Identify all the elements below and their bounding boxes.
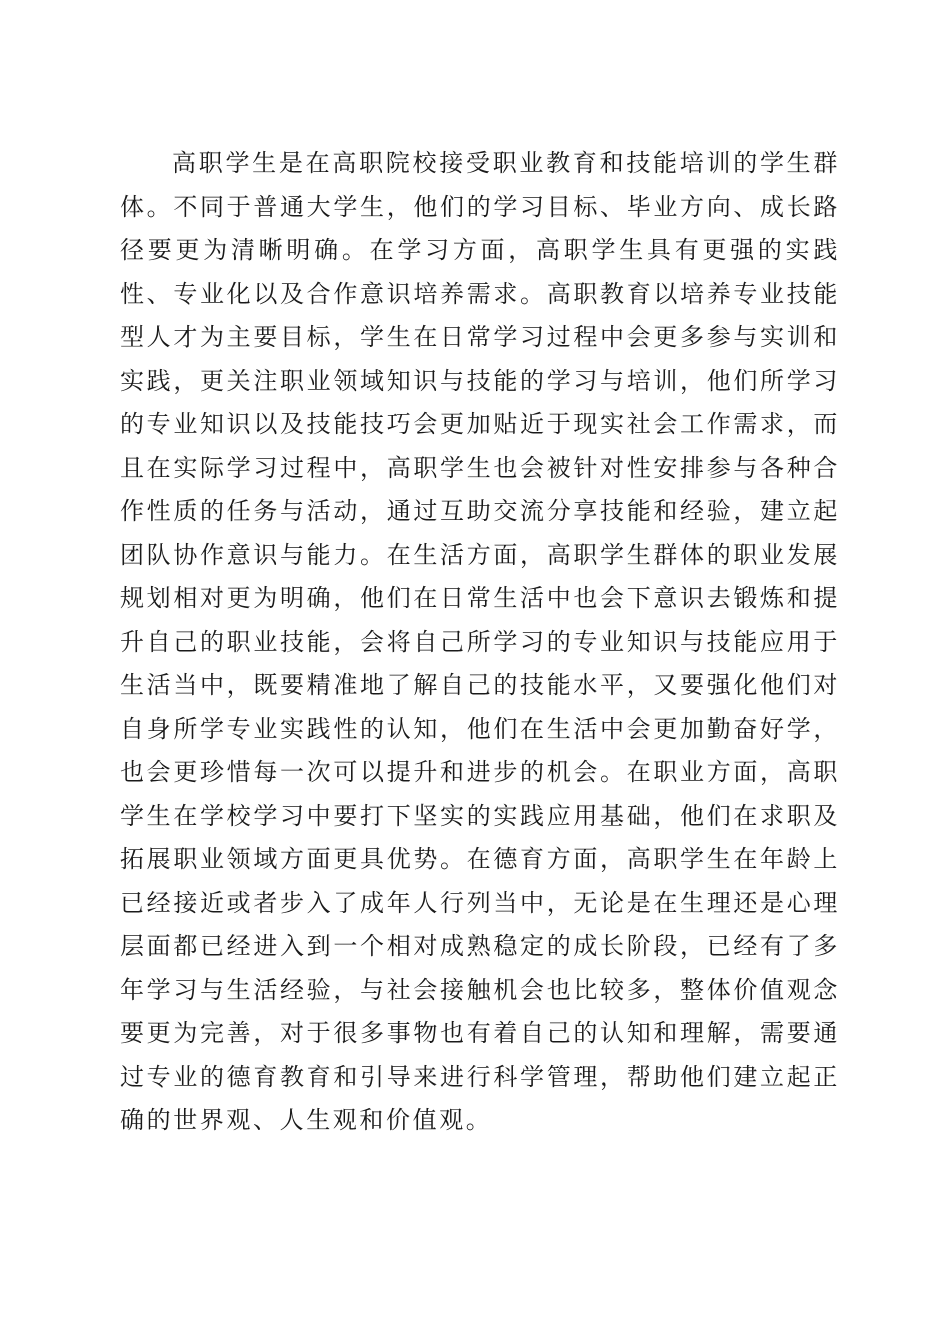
body-paragraph: 高职学生是在高职院校接受职业教育和技能培训的学生群体。不同于普通大学生，他们的学习目标、毕业方向、成长路径要更为清晰明确。在学习方面，高职学生具有更强的实践性、专业化以及合作意识培养需求。高职教育以培养专业技能型人才为主要目标，学生在日常学习过程中会更多参与实训和实践，更关注职业领域知识与技能的学习与培训，他们所学习的专业知识以及技能技巧会更加贴近于现实社会工作需求，而且在实际学习过程中，高职学生也会被针对性安排参与各种合作性质的任务与活动，通过互助交流分享技能和经验，建立起团队协作意识与能力。在生活方面，高职学生群体的职业发展规划相对更为明确，他们在日常生活中也会下意识去锻炼和提升自己的职业技能，会将自己所学习的专业知识与技能应用于生活当中，既要精准地了解自己的技能水平，又要强化他们对自身所学专业实践性的认知，他们在生活中会更加勤奋好学，也会更珍惜每一次可以提升和进步的机会。在职业方面，高职学生在学校学习中要打下坚实的实践应用基础，他们在求职及拓展职业领域方面更具优势。在德育方面，高职学生在年龄上已经接近或者步入了成年人行列当中，无论是在生理还是心理层面都已经进入到一个相对成熟稳定的成长阶段，已经有了多年学习与生活经验，与社会接触机会也比较多，整体价值观念要更为完善，对于很多事物也有着自己的认知和理解，需要通过专业的德育教育和引导来进行科学管理，帮助他们建立起正确的世界观、人生观和价值观。 (120, 149, 840, 1134)
